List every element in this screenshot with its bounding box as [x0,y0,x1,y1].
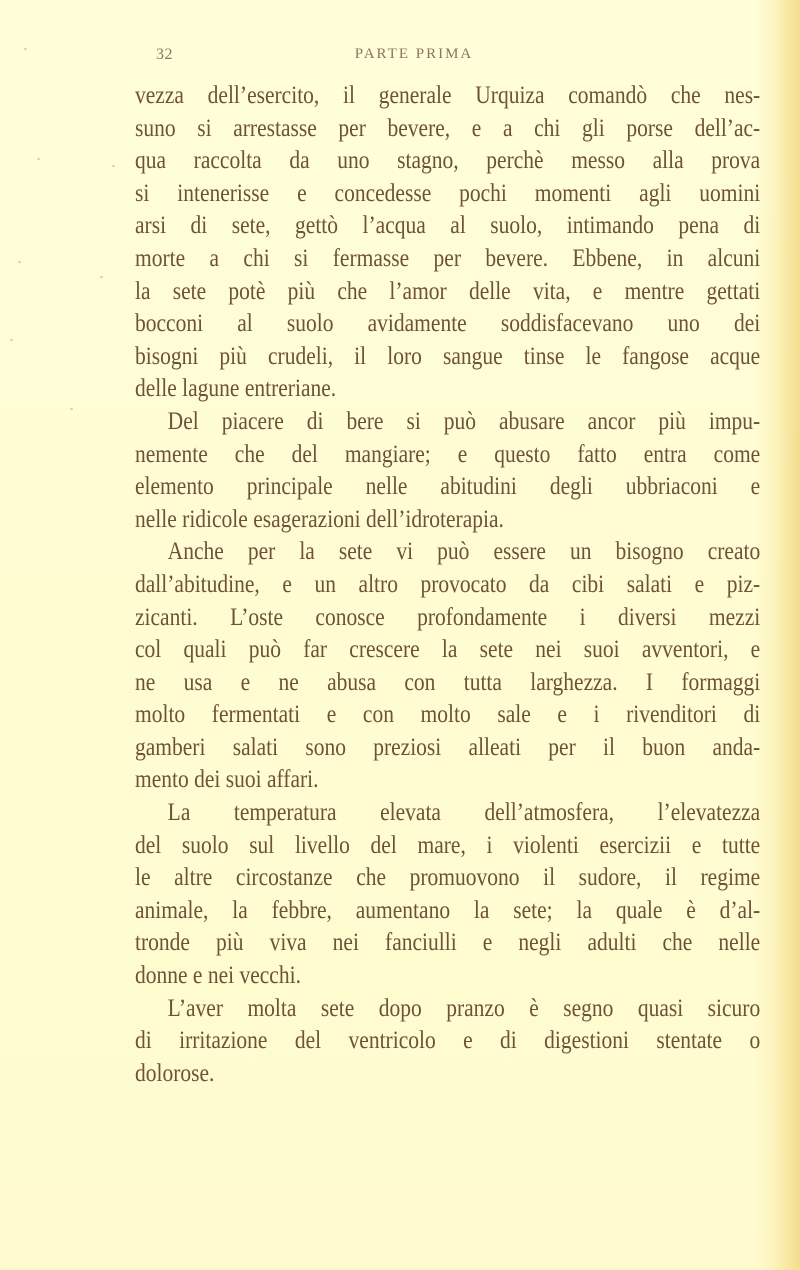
text-line: col quali può far crescere la sete nei suoi avventori, e [135,636,761,664]
text-line: elemento principale nelle abitudini degli ubbriaconi e [135,473,761,501]
paper-speck [18,261,21,263]
text-line: dolorose. [135,1059,215,1087]
paper-speck [70,408,73,410]
body-text [135,80,761,1090]
text-line: delle lagune entreriane. [135,375,337,403]
text-line: le altre circostanze che promuovono il sudore, il regime [135,864,761,892]
text-line: zicanti. L’oste conosce profondamente i diversi mezzi [135,603,761,631]
text-line: gamberi salati sono preziosi alleati per il buon anda- [135,733,761,761]
text-line: morte a chi si fermasse per bevere. Ebbene, in alcuni [135,244,761,272]
text-line: mento dei suoi affari. [135,766,319,794]
paragraph [135,80,761,406]
text-line: del suolo sul livello del mare, i violenti esercizii e tutte [135,831,761,859]
text-line: la sete potè più che l’amor delle vita, e mentre gettati [135,277,761,305]
text-line: nemente che del mangiare; e questo fatto entra come [135,440,761,468]
paper-speck [37,158,40,160]
text-line: vezza dell’esercito, il generale Urquiza comandò che nes- [135,82,761,109]
text-line: bocconi al suolo avidamente soddisfacevano uno dei [135,310,761,338]
paragraph [135,797,761,993]
text-line: qua raccolta da uno stagno, perchè messo alla prova [135,147,761,175]
text-line: arsi di sete, gettò l’acqua al suolo, intimando pena di [135,212,761,240]
paper-speck [10,339,13,341]
text-line: ne usa e ne abusa con tutta larghezza. I formaggi [135,668,761,696]
text-line: molto fermentati e con molto sale e i rivenditori di [135,701,761,729]
paragraph [135,406,761,536]
text-line: L’aver molta sete dopo pranzo è segno quasi sicuro [167,994,761,1022]
paper-speck [24,48,27,50]
text-line: animale, la febbre, aumentano la sete; la quale è d’al- [135,896,761,924]
text-line: bisogni più crudeli, il loro sangue tinse le fangose acque [135,342,761,370]
paragraph [135,536,761,797]
text-line: si intenerisse e concedesse pochi momenti agli uomini [135,179,761,207]
text-line: tronde più viva nei fanciulli e negli adulti che nelle [135,929,761,957]
text-line: suno si arrestasse per bevere, e a chi gli porse dell’ac- [135,114,761,142]
text-line: Anche per la sete vi può essere un bisogno creato [167,538,761,566]
text-line: La temperatura elevata dell’atmosfera, l’elevatezza [167,799,761,827]
page-number: 32 [156,46,173,63]
running-header [0,44,800,70]
text-line: nelle ridicole esagerazioni dell’idroterapia. [135,505,504,533]
paper-speck [112,165,115,167]
text-line: Del piacere di bere si può abusare ancor più impu- [167,407,761,435]
section-title: PARTE PRIMA [354,46,474,62]
paragraph [135,993,761,1091]
text-line: dall’abitudine, e un altro provocato da cibi salati e piz- [135,570,761,598]
text-line: donne e nei vecchi. [135,962,301,990]
text-line: di irritazione del ventricolo e di digestioni stentate o [135,1027,761,1055]
paper-speck [100,276,103,278]
